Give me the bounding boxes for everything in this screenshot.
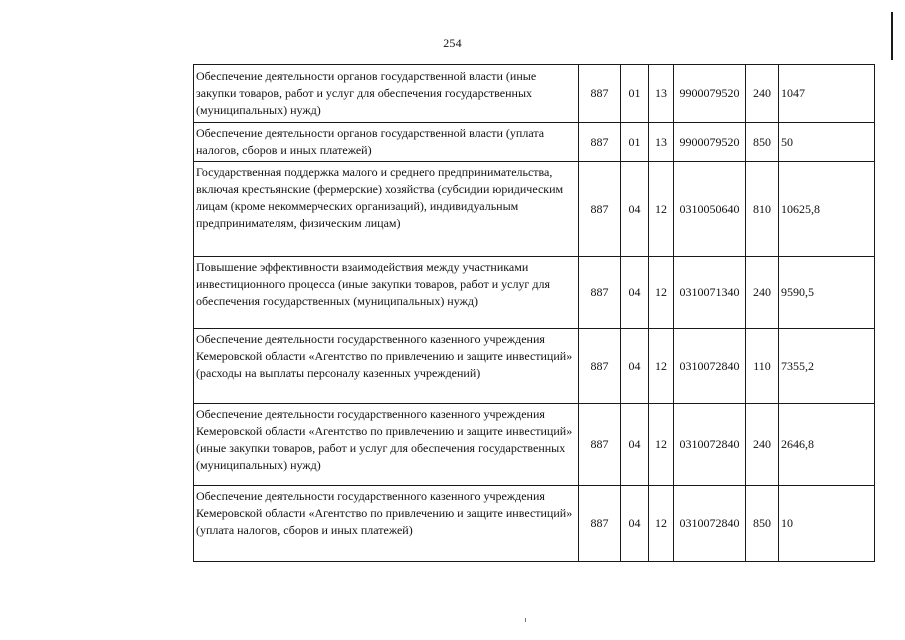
scan-edge-mark <box>891 12 893 60</box>
row-name: Повышение эффективности взаимодействия между участниками инвестиционного процесса (иные закупки товаров, работ и услуг для обеспечения государственных (муниципальных) нужд) <box>194 257 579 329</box>
expense-type-code: 850 <box>746 123 779 162</box>
section-code: 04 <box>621 257 649 329</box>
subsection-code: 12 <box>649 162 674 257</box>
table-row <box>194 486 875 562</box>
target-article-code: 0310050640 <box>674 162 746 257</box>
subsection-code: 12 <box>649 404 674 486</box>
expense-type-code: 240 <box>746 404 779 486</box>
expense-type-code: 810 <box>746 162 779 257</box>
amount-value: 50 <box>779 123 875 162</box>
amount-value: 2646,8 <box>779 404 875 486</box>
subsection-code: 12 <box>649 257 674 329</box>
row-name: Обеспечение деятельности государственного казенного учреждения Кемеровской области «Агентство по привлечению и защите инвестиций» (иные закупки товаров, работ и услуг для обеспечения государственных (муниципальных) нужд) <box>194 404 579 486</box>
amount-value: 7355,2 <box>779 329 875 404</box>
expense-type-code: 240 <box>746 257 779 329</box>
expense-type-code: 850 <box>746 486 779 562</box>
row-name: Государственная поддержка малого и среднего предпринимательства, включая крестьянские (фермерские) хозяйства (субсидии юридическим лицам (кроме некоммерческих организаций), индивидуальным предпринимателям, физическим лицам) <box>194 162 579 257</box>
section-code: 01 <box>621 65 649 123</box>
table-row <box>194 257 875 329</box>
target-article-code: 0310072840 <box>674 486 746 562</box>
row-name: Обеспечение деятельности государственного казенного учреждения Кемеровской области «Агентство по привлечению и защите инвестиций» (расходы на выплаты персоналу казенных учреждений) <box>194 329 579 404</box>
target-article-code: 0310071340 <box>674 257 746 329</box>
target-article-code: 0310072840 <box>674 404 746 486</box>
amount-value: 10 <box>779 486 875 562</box>
target-article-code: 9900079520 <box>674 123 746 162</box>
scan-artifact <box>525 618 526 622</box>
ministry-code: 887 <box>579 123 621 162</box>
amount-value: 10625,8 <box>779 162 875 257</box>
row-name: Обеспечение деятельности государственного казенного учреждения Кемеровской области «Агентство по привлечению и защите инвестиций» (уплата налогов, сборов и иных платежей) <box>194 486 579 562</box>
page-number: 254 <box>443 36 462 50</box>
expense-type-code: 240 <box>746 65 779 123</box>
expense-type-code: 110 <box>746 329 779 404</box>
subsection-code: 13 <box>649 65 674 123</box>
table-row <box>194 329 875 404</box>
target-article-code: 0310072840 <box>674 329 746 404</box>
subsection-code: 12 <box>649 329 674 404</box>
ministry-code: 887 <box>579 162 621 257</box>
row-name: Обеспечение деятельности органов государственной власти (уплата налогов, сборов и иных платежей) <box>194 123 579 162</box>
section-code: 04 <box>621 486 649 562</box>
ministry-code: 887 <box>579 404 621 486</box>
table-row <box>194 404 875 486</box>
budget-table <box>193 64 875 562</box>
amount-value: 1047 <box>779 65 875 123</box>
ministry-code: 887 <box>579 65 621 123</box>
ministry-code: 887 <box>579 486 621 562</box>
subsection-code: 13 <box>649 123 674 162</box>
amount-value: 9590,5 <box>779 257 875 329</box>
table-row <box>194 162 875 257</box>
row-name: Обеспечение деятельности органов государственной власти (иные закупки товаров, работ и услуг для обеспечения государственных (муниципальных) нужд) <box>194 65 579 123</box>
section-code: 04 <box>621 162 649 257</box>
section-code: 04 <box>621 329 649 404</box>
ministry-code: 887 <box>579 329 621 404</box>
section-code: 04 <box>621 404 649 486</box>
section-code: 01 <box>621 123 649 162</box>
table-row <box>194 65 875 123</box>
subsection-code: 12 <box>649 486 674 562</box>
table-row <box>194 123 875 162</box>
target-article-code: 9900079520 <box>674 65 746 123</box>
ministry-code: 887 <box>579 257 621 329</box>
